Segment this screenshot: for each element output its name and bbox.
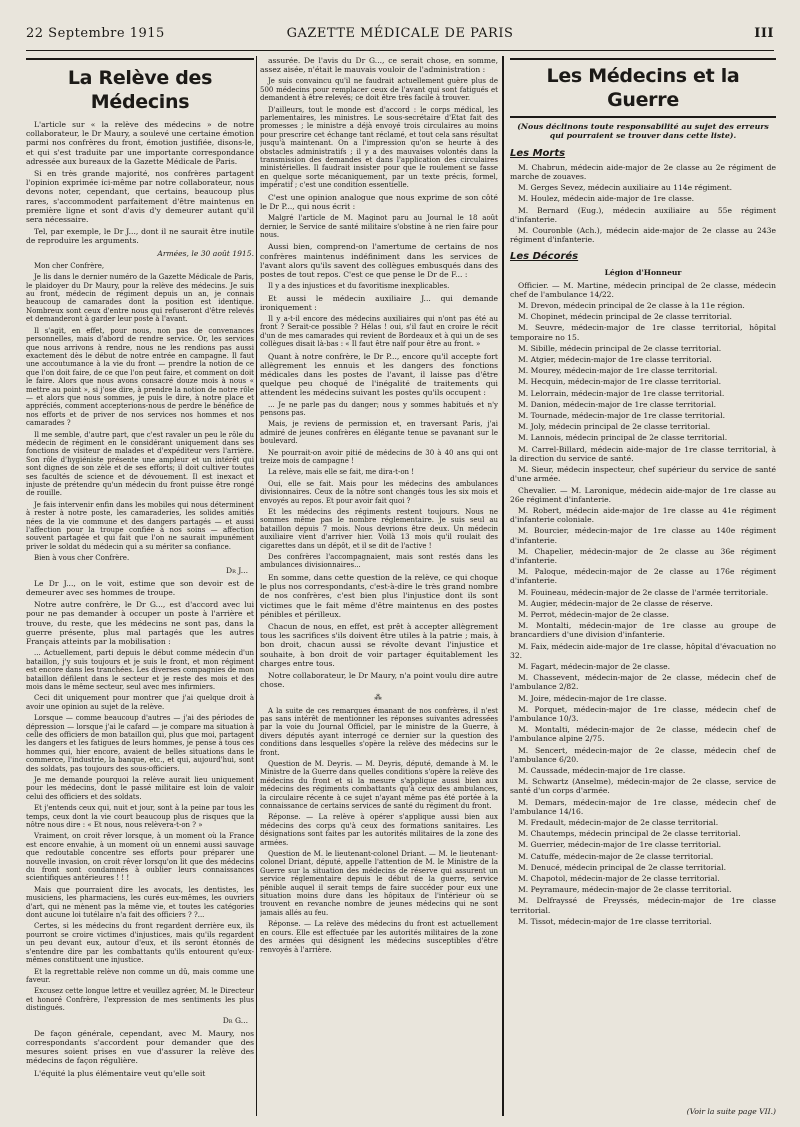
paragraph: En somme, dans cette question de la relève, ce qui choque le plus nos correspondants, c'est-à-dire le très grand nombre de nos confrères, c'est bien plus l'injustice dont ils sont victimes que le fait même d'être maintenus en des postes pénibles et périlleux.	[260, 572, 498, 619]
paragraph: A la suite de ces remarques émanant de nos confrères, il n'est pas sans intérêt de mentionner les réponses suivantes adressées par la voie du Journal Officiel, par le ministre de la Guerre, à divers députés ayant interrogé ce dernier sur la question des conditions dans lesquelles s'opère la relève des médecins sur le front.	[260, 706, 498, 757]
official-answers	[260, 707, 498, 954]
list-item: Chevalier. — M. Laronique, médecin aide-major de 1re classe au 26e régiment d'infanterie.	[510, 485, 776, 504]
list-morts	[510, 163, 776, 245]
list-item: M. Tournade, médecin-major de 1re classe territorial.	[518, 411, 725, 421]
list-item: M. Chabrun, médecin aide-major de 2e classe au 2e régiment de marche de zouaves.	[510, 162, 776, 182]
paragraph: D'ailleurs, tout le monde est d'accord : le corps médical, les parlementaires, les ministres. Le sous-secrétaire d'Etat fait des promesses ; le ministre a déjà envoyé trois circulaires au moins pour prescrire cet échange tant réclamé, et tout cela sans résultat jusqu'à maintenant. On a l'impression qu'on se heurte à des obstacles administratifs ; il y a des mauvaises volontés dans la transmission des demandes et dans l'application des circulaires ministérielles. Il faudrait insister pour que le roulement se fasse en quelque sorte mécaniquement, par un texte précis, formel, impératif ; c'est une condition essentielle.	[260, 105, 498, 190]
section-separator: ⁂	[374, 693, 384, 703]
paragraph: Question de M. Deyris. — M. Deyris, député, demande à M. le Ministre de la Guerre dans quelles conditions s'opère la relève des médecins du front et si la mesure s'applique aussi bien aux médecins des régiments combattants qu'à ceux des ambulances, la circulaire récente à ce sujet n'ayant même pas été portée à la connaissance de certains services de santé du régiment du front.	[260, 759, 498, 810]
paragraph: Il y a-t-il encore des médecins auxiliaires qui n'ont pas été au front ? Serait-ce possible ? Hélas ! oui, s'il faut en croire le récit d'un de mes camarades qui revient de Bordeaux et à qui un de ses collègues disait là-bas : « Il faut être naïf pour être au front. »	[260, 314, 498, 349]
list-item: Officier. — M. Martine, médecin principal de 2e classe, médecin chef de l'ambulance 14/22.	[510, 280, 776, 299]
list-item: M. Bernard (Eug.), médecin auxiliaire au 55e régiment d'infanterie.	[510, 205, 776, 224]
list-item: M. Chassevent, médecin-major de 2e classe, médecin chef de l'ambulance 2/82.	[510, 673, 776, 692]
list-item: M. Sencert, médecin-major de 2e classe, médecin chef de l'ambulance 6/20.	[510, 745, 776, 764]
paragraph: Si en très grande majorité, nos confrères partagent l'opinion exprimée ici-même par notre collaborateur, nous devons noter, cependant, que certains, beaucoup plus rares, s'accommodent parfaitement d'être maintenus en première ligne et sont d'avis d'y demeurer autant qu'il sera nécessaire.	[26, 169, 254, 225]
paragraph: Lorsque — comme beaucoup d'autres — j'ai des périodes de dépression — lorsque j'ai le cafard — je compare ma situation à celle des officiers de mon bataillon qui, plus que moi, partagent les dangers et les fatigues de leurs hommes, je pense à tous ces hommes qui, hier encore, avaient de belles situations dans le commerce, l'industrie, la banque, etc., et qui, aujourd'hui, sont des soldats, pas toujours des sous-officiers.	[26, 714, 254, 773]
paragraph: L'équité la plus élémentaire veut qu'elle soit	[34, 1068, 206, 1078]
header-rule	[26, 50, 774, 51]
list-item: M. Fagart, médecin-major de 2e classe.	[518, 661, 671, 671]
section-decores: Les Décorés	[510, 251, 579, 263]
paragraph: De façon générale, cependant, avec M. Maury, nos correspondants s'accordent pour demander que des mesures soient prises en vue d'assurer la relève des médecins de façon régulière.	[26, 1028, 254, 1066]
paragraph: Et la regrettable relève non comme un dû, mais comme une faveur.	[26, 967, 254, 984]
list-item: M. Chapelier, médecin-major de 2e classe au 36e régiment d'infanterie.	[510, 546, 776, 565]
paragraph: Le Dr J..., on le voit, estime que son devoir est de demeurer avec ses hommes de troupe.	[26, 578, 254, 598]
column-middle	[260, 56, 498, 1116]
journal-title: GAZETTE MÉDICALE DE PARIS	[286, 26, 514, 41]
list-item: M. Couronble (Ach.), médecin aide-major de 2e classe au 243e régiment d'infanterie.	[510, 226, 776, 245]
paragraph: Il y a des injustices et du favoritisme inexplicables.	[268, 282, 450, 291]
list-item: M. Catuffe, médecin-major de 2e classe territorial.	[518, 851, 714, 861]
paragraph: Tel, par exemple, le Dr J..., dont il ne saurait être inutile de reproduire les arguments.	[26, 227, 254, 246]
paragraph: Vraiment, on croit rêver lorsque, à un moment où la France est encore envahie, à un moment où un ennemi aussi sauvage que redoutable concentre ses efforts pour préparer une nouvelle invasion, on croit rêver lorsqu'on lit que des médecins du front sont condamnés à oublier leurs connaissances scientifiques antérieures ! ! !	[26, 832, 254, 883]
list-item: M. Demars, médecin-major de 1re classe, médecin chef de l'ambulance 14/16.	[510, 797, 776, 816]
article-title-guerre: Les Médecins et la Guerre	[510, 58, 776, 118]
list-item: M. Guerrier, médecin-major de 1re classe territorial.	[518, 840, 722, 850]
paragraph: Ceci dit uniquement pour montrer que j'ai quelque droit à avoir une opinion au sujet de la relève.	[26, 694, 254, 711]
list-item: M. Chautemps, médecin principal de 2e classe territorial.	[518, 829, 741, 839]
paragraph: Aussi bien, comprend-on l'amertume de certains de nos confrères maintenus indéfiniment dans les services de l'avant alors qu'ils savent des collègues embusqués dans des postes de tout repos. C'est ce que pense le Dr de F... :	[260, 242, 498, 279]
list-item: M. Houlez, médecin aide-major de 1re classe.	[518, 194, 695, 204]
paragraph: Quant à notre confrère, le Dr P..., encore qu'il accepte fort allègrement les ennuis et les dangers des fonctions médicales dans les postes de l'avant, il laisse pas d'être quelque peu choqué de l'inégalité de traitements qui attendent les médecins suivant les postes qu'ils occupent :	[260, 351, 498, 398]
list-item: M. Bourcier, médecin-major de 1re classe au 140e régiment d'infanterie.	[510, 526, 776, 545]
paragraph: Bien à vous cher Confrère.	[34, 554, 130, 563]
page-number: III	[754, 26, 774, 41]
list-item: M. Montalti, médecin-major de 2e classe, médecin chef de l'ambulance alpine 2/75.	[510, 725, 776, 744]
signature-dr-j: Dr J...	[226, 565, 248, 575]
list-item: M. Hecquin, médecin-major de 1re classe territorial.	[518, 377, 722, 387]
section-morts: Les Morts	[510, 147, 566, 159]
list-item: M. Chapotol, médecin-major de 2e classe territorial.	[518, 874, 720, 884]
list-item: M. Sibille, médecin principal de 2e classe territorial.	[518, 343, 722, 353]
paragraph: Il me semble, d'autre part, que c'est ravaler un peu le rôle du médecin de régiment en le considérant uniquement dans ses fonctions de visiteur de malades et d'expéditeur vers l'arrière. Son rôle d'hygiéniste présente une ampleur et un intérêt qui sont dignes de son zèle et de ses efforts; il doit cultiver toutes ses facultés de science et de dévouement. Il est inexact et injuste de prétendre qu'un médecin du front puisse être rongé de rouille.	[26, 430, 254, 498]
list-item: M. Augier, médecin-major de 2e classe de réserve.	[518, 598, 713, 608]
list-item: M. Chopinet, médecin principal de 2e classe territorial.	[518, 312, 732, 322]
list-item: M. Mourey, médecin-major de 1re classe territorial.	[518, 366, 718, 376]
paragraph: assurée. De l'avis du Dr G..., ce serait chose, en somme, assez aisée, n'était le mauvais vouloir de l'administration :	[260, 56, 498, 75]
letter-dr-g	[26, 649, 254, 1012]
paragraph: La relève, mais elle se fait, me dira-t-on !	[268, 468, 415, 477]
list-item: M. Joire, médecin-major de 1re classe.	[518, 693, 667, 703]
list-item: M. Atgier, médecin-major de 1re classe territorial.	[518, 355, 712, 365]
paragraph: Excusez cette longue lettre et veuillez agréer, M. le Directeur et honoré Confrère, l'expression de mes sentiments les plus distingués.	[26, 987, 254, 1013]
paragraph: Je fais intervenir enfin dans les mobiles qui nous déterminent à rester à notre poste, les camaraderies, les solides amitiés nées de la vie commune et des dangers partagés — et aussi l'affection pour la troupe confiée à nos soins — affection souvent partagée et qui fait que l'on ne saurait impunément priver le soldat du médecin qui a su mériter sa confiance.	[26, 500, 254, 551]
paragraph: C'est une opinion analogue que nous exprime de son côté le Dr P..., qui nous écrit :	[260, 192, 498, 211]
paragraph: Mais, je reviens de permission et, en traversant Paris, j'ai admiré de jeunes confrères en élégante tenue se pavanant sur le boulevard.	[260, 420, 498, 446]
list-item: M. Joly, médecin principal de 2e classe territorial.	[518, 422, 711, 432]
article-title-releve: La Relève des Médecins	[26, 58, 254, 114]
list-item: M. Delfrayssé de Freyssés, médecin-major de 1re classe territorial.	[510, 896, 776, 915]
list-item: M. Schwartz (Anselme), médecin-major de 2e classe, service de santé d'un corps d'armée.	[510, 777, 776, 796]
list-item: M. Sieur, médecin inspecteur, chef supérieur du service de santé d'une armée.	[510, 465, 776, 484]
paragraph: Notre collaborateur, le Dr Maury, n'a point voulu dire autre chose.	[260, 670, 498, 690]
column-divider-1	[256, 56, 257, 1116]
list-item: M. Drevon, médecin principal de 2e classe à la 11e région.	[518, 301, 745, 311]
list-item: M. Peyramaure, médecin-major de 2e classe territorial.	[518, 885, 732, 895]
paragraph: Certes, si les médecins du front regardent derrière eux, ils pourront se croire victimes d'injustices, mais qu'ils regardent un peu devant eux, autour d'eux, et ils seront étonnés de s'entendre dire par les combattants qu'ils entourent qu'eux-mêmes constituent une injustice.	[26, 922, 254, 965]
paragraph: Notre autre confrère, le Dr G..., est d'accord avec lui pour ne pas demander à occuper un poste à l'arrière et trouve, du reste, que les médecins ne sont pas, dans la guerre présente, plus mal partagés que les autres Français atteints par la mobilisation :	[26, 600, 254, 647]
list-item: M. Tissot, médecin-major de 1re classe territorial.	[518, 916, 712, 926]
list-item: M. Lelorrain, médecin-major de 1re classe territorial.	[518, 388, 725, 398]
list-item: M. Faix, médecin aide-major de 1re classe, hôpital d'évacuation no 32.	[510, 641, 776, 660]
list-decores	[510, 281, 776, 926]
paragraph: Et les médecins des régiments restent toujours. Nous ne sommes même pas le nombre réglementaire. Je suis seul au bataillon depuis 7 mois. Nous devrions être deux. Un médecin auxiliaire vient d'arriver hier. Voilà 13 mois qu'il roulait des cigarettes dans un dépôt, et il se dit de l'active !	[260, 508, 498, 550]
paragraph: ... Actuellement, parti depuis le début comme médecin d'un bataillon, j'y suis toujours et je suis le front, et mon régiment est encore dans les tranchées. Les diverses compagnies de mon bataillon défilent dans le secteur et je reste des mois et des mois dans le même secteur, seul avec mes infirmiers.	[26, 649, 254, 691]
list-item: M. Montalti, médecin-major de 1re classe au groupe de brancardiers d'une division d'infanterie.	[510, 621, 776, 640]
column-divider-2	[502, 56, 504, 1116]
signature-dr-g: Dr G...	[222, 1015, 248, 1025]
paragraph: Oui, elle se fait. Mais pour les médecins des ambulances divisionnaires. Ceux de la nôtre sont changés tous les six mois et envoyés au repos. Et pour avoir fait quoi ?	[260, 479, 498, 505]
list-item: M. Caussade, médecin-major de 1re classe.	[518, 765, 686, 775]
list-item: M. Porquet, médecin-major de 1re classe, médecin chef de l'ambulance 10/3.	[510, 704, 776, 723]
paragraph: ... Je ne parle pas du danger; nous y sommes habitués et n'y pensons pas.	[260, 400, 498, 417]
paragraph: Des confrères l'accompagnaient, mais sont restés dans les ambulances divisionnaires...	[260, 553, 498, 570]
continued-note: (Voir la suite page VII.)	[686, 1106, 776, 1116]
column-right	[510, 56, 776, 1116]
paragraph: Réponse. — La relève des médecins du front est actuellement en cours. Elle est effectuée par les autorités militaires de la zone des armées qui désignent les médecins susceptibles d'être renvoyés à l'arrière.	[260, 920, 498, 954]
letter-dr-j	[26, 273, 254, 562]
list-item: M. Denucé, médecin principal de 2e classe territorial.	[518, 862, 727, 872]
list-item: M. Seuvre, médecin-major de 1re classe territorial, hôpital temporaire no 15.	[510, 323, 776, 342]
list-item: M. Robert, médecin aide-major de 1re classe au 41e régiment d'infanterie coloniale.	[510, 505, 776, 525]
paragraph: Et j'entends ceux qui, nuit et jour, sont à la peine par tous les temps, ceux dont la vie court beaucoup plus de risques que la nôtre nous dire : « Et nous, nous relèvera-t-on ? »	[26, 804, 254, 829]
running-header	[26, 26, 774, 46]
paragraph: Je me demande pourquoi la relève aurait lieu uniquement pour les médecins, dont le passé militaire est loin de valoir celui des officiers et des soldats.	[26, 775, 254, 801]
column-left	[26, 56, 254, 1116]
list-item: M. Carrel-Billard, médecin aide-major de 1re classe territorial, à la direction du service de santé.	[510, 444, 776, 463]
letter-dateline: Armées, le 30 août 1915.	[157, 248, 254, 258]
paragraph: Malgré l'article de M. Maginot paru au Journal le 18 août dernier, le Service de santé militaire s'obstine à ne rien faire pour nous.	[260, 214, 498, 239]
list-item: M. Perrot, médecin-major de 2e classe.	[518, 609, 669, 619]
letter-salutation: Mon cher Confrère,	[34, 261, 105, 270]
paragraph: Réponse. — La relève à opérer s'applique aussi bien aux médecins des corps qu'à ceux des formations sanitaires. Les désignations sont faites par les autorités militaires de la zone des armées.	[260, 813, 498, 847]
list-item: M. Fredault, médecin-major de 2e classe territorial.	[518, 818, 719, 827]
list-item: M. Lannois, médecin principal de 2e classe territorial.	[518, 433, 728, 443]
list-item: M. Paloque, médecin-major de 2e classe au 176e régiment d'infanterie.	[510, 567, 776, 586]
intro-block	[26, 120, 254, 246]
list-item: M. Danion, médecin-major de 1re classe territorial.	[518, 399, 717, 409]
issue-date: 22 Septembre 1915	[26, 26, 165, 41]
disclaimer-note: (Nous déclinons toute responsabilité au sujet des erreurs qui pourraient se trouver dans cette liste).	[517, 122, 769, 141]
paragraph: Il s'agit, en effet, pour nous, non pas de convenances personnelles, mais d'abord de rendre service. Or, les services que nous arrivons à rendre, nous ne les rendions pas aussi exactement dès le début de notre entrée en campagne. Il faut une accoutumance à la vie du front — prendre la notion de ce que l'on doit faire, de ce que l'on peut faire, et comment on doit le faire. Alors que nous avons consacré douze mois à nous « mettre au point », si j'ose dire, à prendre la notion de notre rôle — et alors que nous sommes, je puis le dire, à notre place et appréciés, comment accepterions-nous de perdre le bénéfice de nos efforts et de priver de nos services nos hommes et nos camarades ?	[26, 326, 254, 428]
list-item: M. Gerges Sevez, médecin auxiliaire au 114e régiment.	[518, 183, 732, 193]
paragraph: L'article sur « la relève des médecins » de notre collaborateur, le Dr Maury, a soulevé une certaine émotion parmi nos confrères du front, émotion justifiée, disons-le, et qui s'est traduite par une importante correspondance adressée aux bureaux de la Gazette Médicale de Paris.	[26, 120, 254, 166]
paragraph: Je suis convaincu qu'il ne faudrait actuellement guère plus de 500 médecins pour remplacer ceux de l'avant qui sont fatigués et demandent à être relevés; ce doit être très facile à trouver.	[260, 77, 498, 103]
paragraph: Chacun de nous, en effet, est prêt à accepter allègrement tous les sacrifices s'ils doivent être utiles à la patrie ; mais, à bon droit, chacun aussi se révolte devant l'injustice et souhaite, à bon droit de voir partager équitablement les charges entre tous.	[260, 621, 498, 668]
legion-honneur-heading: Légion d'Honneur	[604, 268, 682, 278]
paragraph: Je lis dans le dernier numéro de la Gazette Médicale de Paris, le plaidoyer du Dr Maury, pour la relève des médecins. Je suis au front, médecin de régiment depuis un an, je connais beaucoup de camarades dont la position est identique. Nombreux sont ceux d'entre nous qui refuseront d'être relevés et demanderont à garder leur poste à l'avant.	[26, 273, 254, 324]
paragraph: Mais que pourraient dire les avocats, les dentistes, les musiciens, les pharmaciens, les curés eux-mêmes, les ouvriers d'art, qui ne mènent pas la même vie, et toutes les catégories dont aucune loi tutélaire n'a fait des officiers ? ?...	[26, 885, 254, 920]
paragraph: Et aussi le médecin auxiliaire J... qui demande ironiquement :	[260, 293, 498, 312]
paragraph: Ne pourrait-on avoir pitié de médecins de 30 à 40 ans qui ont treize mois de campagne !	[260, 448, 498, 466]
paragraph: Question de M. le lieutenant-colonel Driant. — M. le lieutenant-colonel Driant, député, appelle l'attention de M. le Ministre de la Guerre sur la situation des médecins de réserve qui assurent un service réglementaire depuis le début de la guerre, service pénible auquel il serait temps de faire succéder pour eux une situation moins dure dans les hôpitaux de l'intérieur où se trouvent en revanche nombre de jeunes médecins qui ne sont jamais allés au feu.	[260, 850, 498, 917]
list-item: M. Fouineau, médecin-major de 2e classe de l'armée territoriale.	[518, 587, 769, 597]
